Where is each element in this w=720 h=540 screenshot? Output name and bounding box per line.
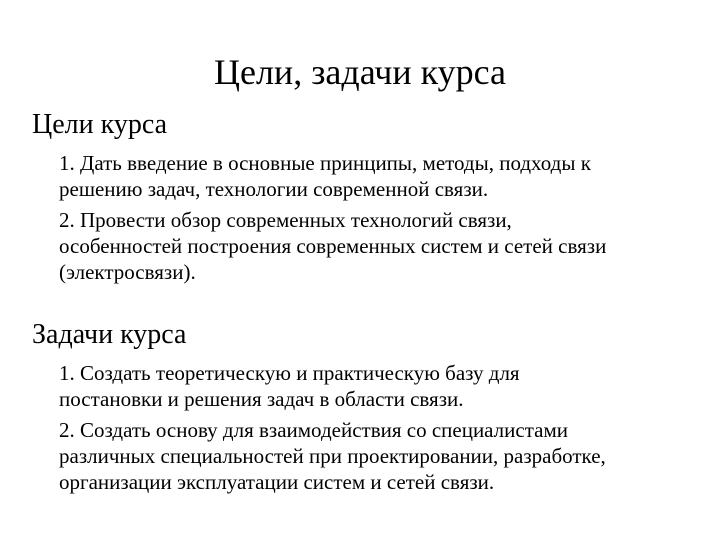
goal-item-2-line-1: 2. Провести обзор современных технологий связи, [59, 208, 512, 232]
task-item-2 [59, 417, 699, 495]
goal-item-2 [59, 207, 699, 285]
slide-title: Цели, задачи курса [213, 52, 506, 92]
goal-item-1-line-1: 1. Дать введение в основные принципы, методы, подходы к [59, 151, 591, 175]
task-item-1 [59, 360, 699, 412]
goal-item-1 [59, 150, 699, 202]
task-item-1-line-2: постановки и решения задач в области связи. [59, 387, 464, 411]
goal-item-1-line-2: решению задач, технологии современной связи. [59, 177, 489, 201]
task-item-2-line-3: организации эксплуатации систем и сетей связи. [59, 470, 495, 494]
goals-heading: Цели курса [32, 109, 168, 140]
task-item-2-line-1: 2. Создать основу для взаимодействия со специалистами [59, 418, 569, 442]
task-item-1-line-1: 1. Создать теоретическую и практическую базу для [59, 361, 520, 385]
task-item-2-line-2: различных специальностей при проектировании, разработке, [59, 444, 606, 468]
goal-item-2-line-3: (электросвязи). [59, 260, 196, 284]
goal-item-2-line-2: особенностей построения современных систем и сетей связи [59, 234, 607, 258]
tasks-heading: Задачи курса [32, 319, 187, 350]
